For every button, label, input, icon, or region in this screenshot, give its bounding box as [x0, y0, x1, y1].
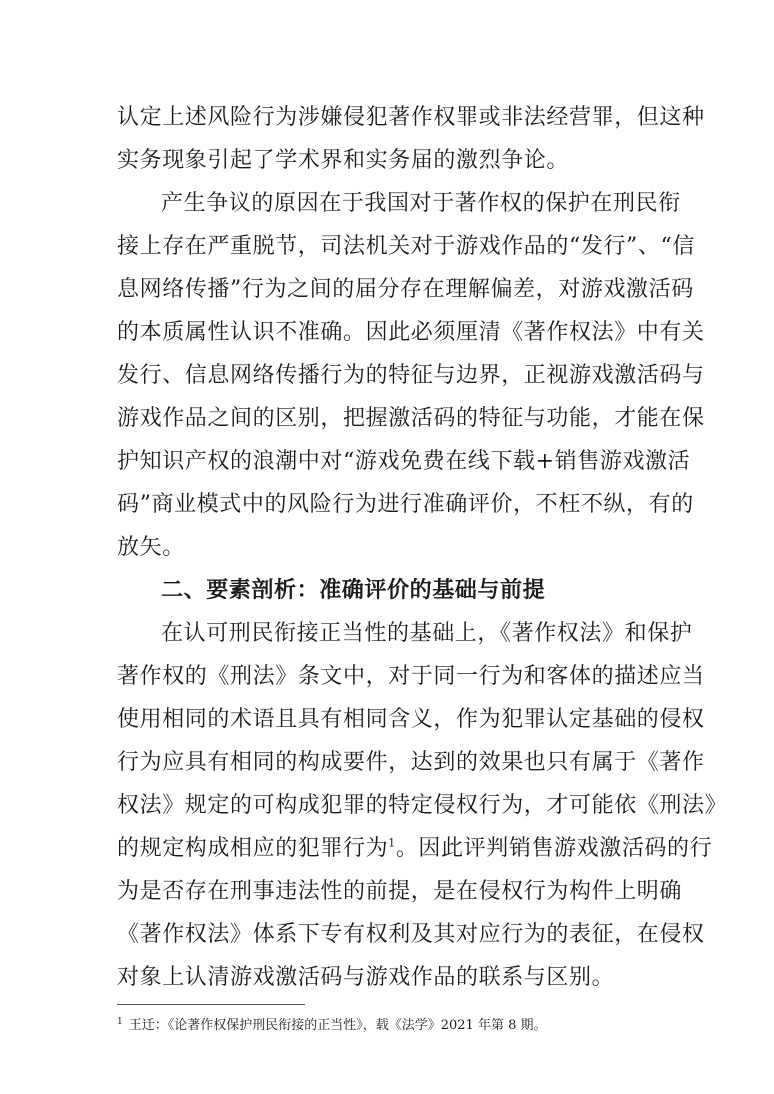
body-line: 为是否存在刑事违法性的前提，是在侵权行为构件上明确: [117, 879, 683, 904]
body-line: 码”商业模式中的风险行为进行准确评价，不枉不纵，有的: [117, 492, 694, 517]
body-line: 接上存在严重脱节，司法机关对于游戏作品的“发行”、“信: [117, 234, 695, 259]
body-line: 息网络传播”行为之间的届分存在理解偏差，对游戏激活码: [117, 277, 694, 302]
body-line: 放矢。: [117, 535, 185, 560]
body-line: 认定上述风险行为涉嫌侵犯著作权罪或非法经营罪，但这种: [117, 105, 705, 130]
body-text: 。因此评判销售游戏激活码的行: [395, 836, 713, 861]
body-line: 著作权的《刑法》条文中，对于同一行为和客体的描述应当: [117, 664, 705, 689]
body-line: 《著作权法》体系下专有权利及其对应行为的表征，在侵权: [117, 922, 705, 947]
body-line: 游戏作品之间的区别，把握激活码的特征与功能，才能在保: [117, 406, 705, 431]
footnote: [117, 1016, 677, 1036]
footnote-mark: 1: [117, 1016, 123, 1027]
body-line: 产生争议的原因在于我国对于著作权的保护在刑民衔: [161, 191, 681, 216]
body-line: 的本质属性认识不准确。因此必须厘清《著作权法》中有关: [117, 320, 705, 345]
footnote-separator: [117, 1004, 305, 1005]
body-text: 的规定构成相应的犯罪行为: [117, 836, 389, 861]
body-line: 护知识产权的浪潮中对“游戏免费在线下载+销售游戏激活: [117, 449, 691, 474]
body-line: 对象上认清游戏激活码与游戏作品的联系与区别。: [117, 965, 615, 990]
body-line: 实务现象引起了学术界和实务届的激烈争论。: [117, 148, 570, 173]
footnote-text: 王迁：《论著作权保护刑民衔接的正当性》，载《法学》2021 年第 8 期。: [128, 1018, 547, 1033]
body-line: 行为应具有相同的构成要件，达到的效果也只有属于《著作: [117, 750, 705, 775]
footnote-reference[interactable]: 1: [388, 836, 396, 850]
body-line: 在认可刑民衔接正当性的基础上，《著作权法》和保护: [161, 621, 693, 646]
body-line: 发行、信息网络传播行为的特征与边界，正视游戏激活码与: [117, 363, 705, 388]
body-line-with-footnote: [117, 831, 713, 867]
section-heading: 二、要素剖析：准确评价的基础与前提: [161, 578, 546, 603]
body-line: 使用相同的术语且具有相同含义，作为犯罪认定基础的侵权: [117, 707, 705, 732]
body-line: 权法》规定的可构成犯罪的特定侵权行为，才可能依《刑法》: [117, 793, 728, 818]
